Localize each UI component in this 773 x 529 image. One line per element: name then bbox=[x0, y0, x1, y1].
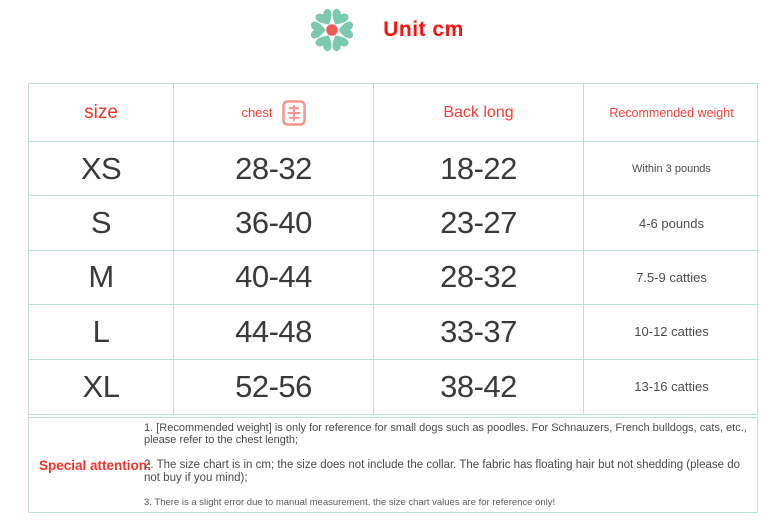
chest-cell-l: 44-48 bbox=[174, 305, 374, 359]
note-3: 3. There is a slight error due to manual measurement, the size chart values are for reference only! bbox=[144, 496, 556, 508]
chest-cell-xl: 52-56 bbox=[174, 360, 374, 414]
size-cell-l: L bbox=[29, 305, 174, 359]
weight-cell-l: 10-12 catties bbox=[584, 305, 759, 359]
special-attention-label: Special attention: bbox=[39, 457, 152, 473]
note-1: 1. [Recommended weight] is only for reference for small dogs such as poodles. For Schnauzers, French bulldogs, cats, etc., please refer to the chest length; bbox=[144, 422, 747, 447]
column-header-back-long: Back long bbox=[374, 84, 584, 142]
page-title: Unit cm bbox=[383, 18, 464, 41]
weight-cell-xl: 13-16 catties bbox=[634, 379, 709, 395]
chest-cell-s: 36-40 bbox=[174, 196, 374, 250]
size-cell-xs: XS bbox=[29, 142, 174, 196]
back-long-cell-xs: 18-22 bbox=[374, 142, 584, 196]
column-header-chest-label: chest bbox=[241, 105, 273, 120]
column-header-chest bbox=[174, 84, 374, 142]
weight-cell-s: 4-6 pounds bbox=[584, 196, 759, 250]
size-table bbox=[28, 83, 758, 415]
note-2: 2. The size chart is in cm; the size does not include the collar. The fabric has floating hair but not shedding (please do not buy if you mind); bbox=[144, 459, 741, 484]
chest-cell-m: 40-44 bbox=[174, 251, 374, 305]
special-attention-box bbox=[28, 417, 758, 513]
size-cell-xl: XL bbox=[29, 360, 174, 414]
chest-cell-xs: 28-32 bbox=[174, 142, 374, 196]
column-header-size: size bbox=[29, 84, 174, 142]
size-cell-s: S bbox=[29, 196, 174, 250]
weight-cell-m: 7.5-9 catties bbox=[584, 251, 759, 305]
special-attention-notes bbox=[144, 418, 749, 512]
flower-icon bbox=[309, 7, 355, 53]
back-long-cell-s: 23-27 bbox=[374, 196, 584, 250]
back-long-cell-m: 28-32 bbox=[374, 251, 584, 305]
page-header bbox=[0, 5, 773, 55]
back-long-cell-l: 33-37 bbox=[374, 305, 584, 359]
girth-stamp-icon bbox=[282, 100, 306, 126]
column-header-recommended-weight: Recommended weight bbox=[584, 84, 759, 142]
size-cell-m: M bbox=[29, 251, 174, 305]
back-long-cell-xl: 38-42 bbox=[374, 360, 584, 414]
weight-cell-xs: Within 3 pounds bbox=[584, 142, 759, 196]
